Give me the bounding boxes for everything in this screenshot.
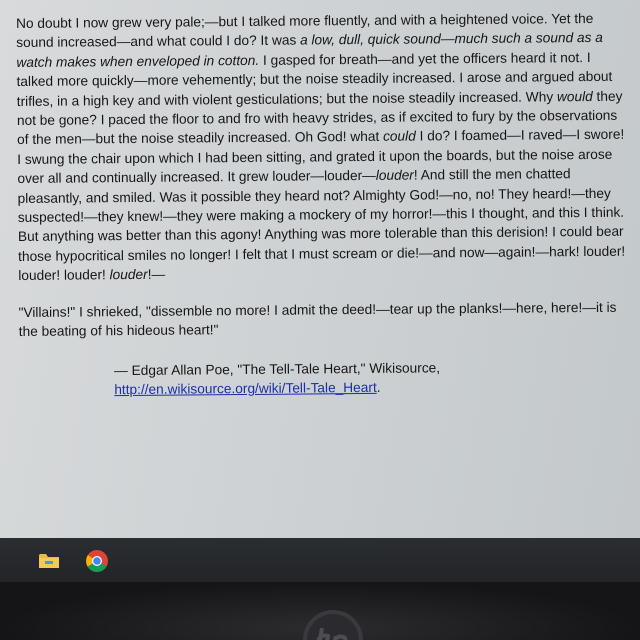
citation-text: — Edgar Allan Poe, "The Tell-Tale Heart," Wikisource, [114,359,441,378]
laptop-bezel [0,582,640,640]
passage-paragraph-1: No doubt I now grew very pale;—but I talked more fluently, and with a heightened voice. Yet the sound increased—and what could I do? It was a low, dull, quick sound—much such a sound as a watch makes when enveloped in cotton. I gasped for breath—and yet the officers heard it not. I talked more quickly—more vehemently; but the noise steadily increased. I arose and argued about trifles, in a high key and with violent gesticulations; but the noise steadily increased. Why would they not be gone? I paced the floor to and fro with heavy strides, as if excited to fury by the observations of the men—but the noise steadily increased. Oh God! what could I do? I foamed—I raved—I swore! I swung the chair upon which I had been sitting, and grated it upon the boards, but the noise arose over all and continually increased. It grew louder—louder—louder! And still the men chatted pleasantly, and smiled. Was it possible they heard not? Almighty God!—no, no! They heard!—they suspected!—they knew!—they were making a mockery of my horror!—this I thought, and this I think. But anything was better than this agony! Anything was more tolerable than this derision! I could bear those hypocritical smiles no longer! I felt that I must scream or die!—and now—again!—hark! louder! louder! louder! louder!— [16,10,626,284]
file-explorer-icon [38,552,60,570]
citation: — Edgar Allan Poe, "The Tell-Tale Heart," Wikisource, http://en.wikisource.org/wiki/Tell-Tale_Heart. [114,359,441,398]
passage-paragraph-2: "Villains!" I shrieked, "dissemble no more! I admit the deed!—tear up the planks!—here, here!—it is the beating of his hideous heart!" [18,299,617,340]
source-link[interactable]: http://en.wikisource.org/wiki/Tell-Tale_Heart [114,379,377,398]
chrome-button[interactable] [80,544,114,578]
chrome-icon [85,549,109,573]
taskbar [0,538,640,582]
reading-passage [16,9,631,401]
file-explorer-button[interactable] [32,544,66,578]
hp-logo-icon [298,606,368,640]
